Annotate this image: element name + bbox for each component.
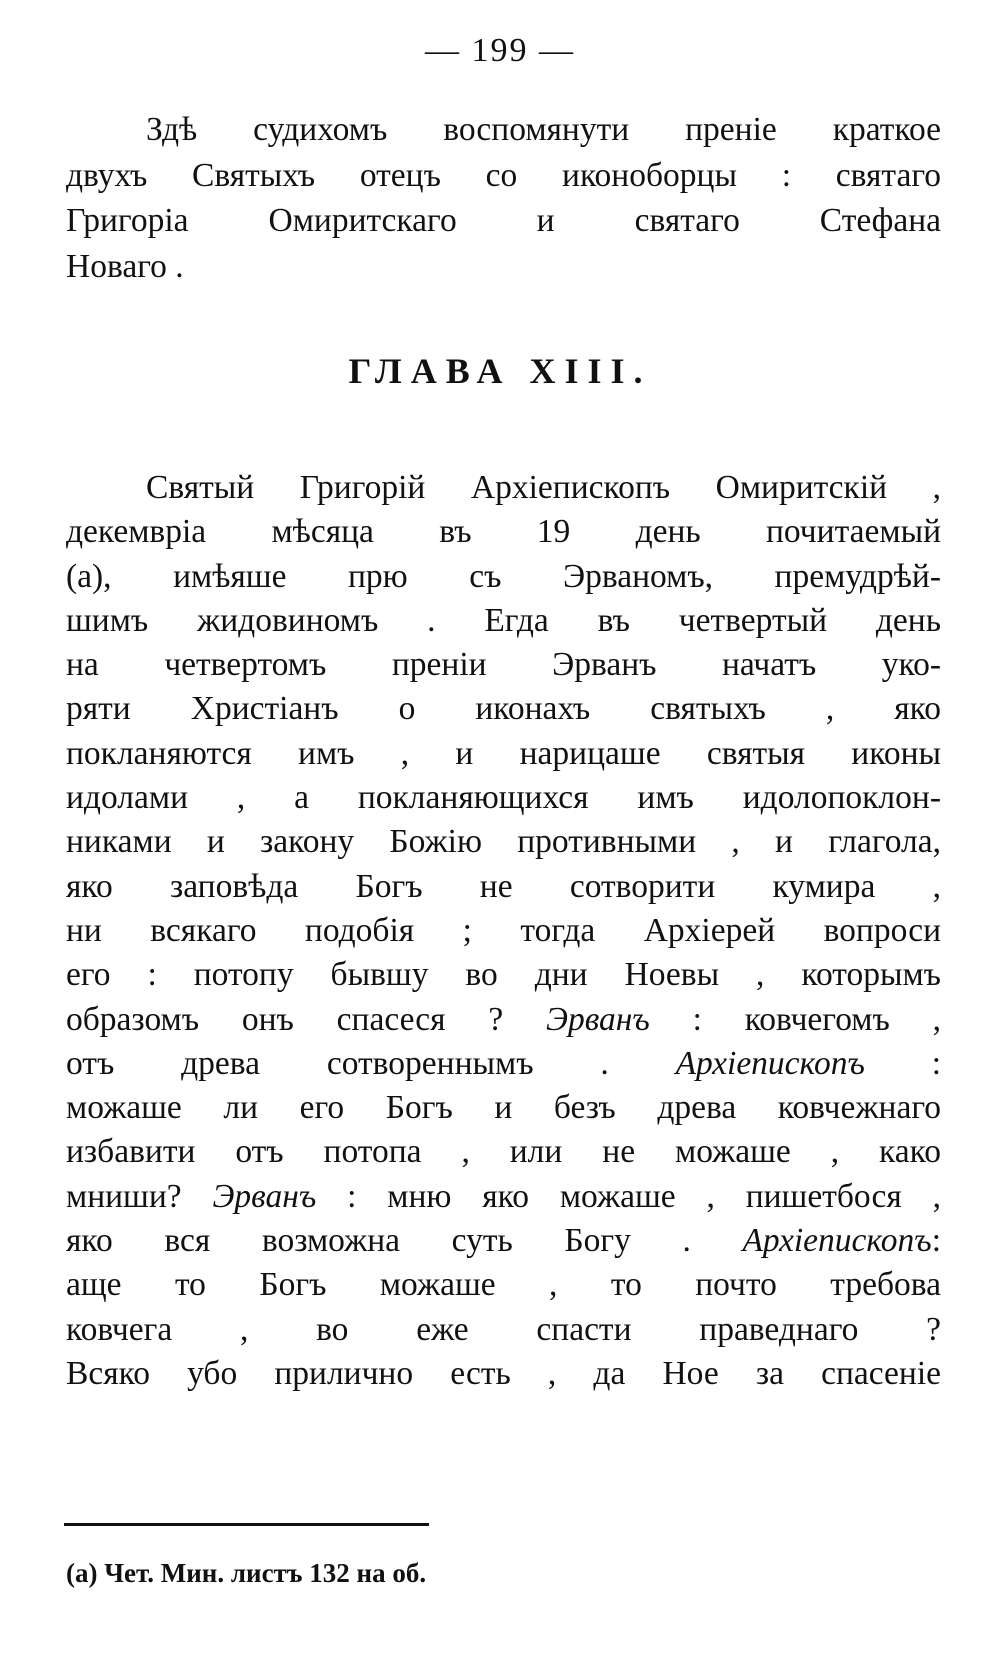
intro-paragraph <box>66 107 941 289</box>
text-line <box>66 1042 941 1086</box>
text-segment: на четвертомъ преніи Эрванъ начатъ уко- <box>66 646 941 684</box>
text-line <box>66 510 941 554</box>
speaker-name: Эрванъ <box>546 1000 650 1038</box>
text-line: Здѣ судихомъ воспомянути преніе краткое <box>146 111 941 148</box>
speaker-name: Архіепископъ <box>675 1044 865 1082</box>
text-segment: : <box>931 1222 941 1260</box>
speaker-name: Эрванъ <box>212 1177 317 1215</box>
text-line <box>66 1175 941 1219</box>
text-line <box>66 776 941 820</box>
footnote: (а) Чет. Мин. листъ 132 на об. <box>66 1558 427 1588</box>
body-paragraph <box>66 466 941 1396</box>
text-segment: декемвріа мѣсяца въ 19 день почитаемый <box>66 513 941 551</box>
text-line <box>66 909 941 953</box>
text-line: Новаго . <box>66 247 184 285</box>
text-line <box>66 1130 941 1174</box>
text-line <box>66 555 941 599</box>
text-segment: ковчега , во еже спасти праведнаго ? <box>66 1310 941 1348</box>
text-segment: избавити отъ потопа , или не можаше , како <box>66 1133 941 1171</box>
text-segment: яко заповѣда Богъ не сотворити кумира , <box>66 867 941 905</box>
text-segment: : <box>864 1044 941 1082</box>
text-segment: (а), имѣяше прю съ Эрваномъ, премудрѣй- <box>66 557 941 595</box>
text-segment: Святый Григорій Архіепископъ Омиритскій , <box>146 469 941 506</box>
text-segment: яко вся возможна суть Богу . <box>66 1222 743 1260</box>
text-line <box>66 1219 941 1263</box>
text-line <box>66 865 941 909</box>
text-line <box>66 1352 941 1396</box>
text-line <box>66 1308 941 1352</box>
text-line <box>66 1086 941 1130</box>
text-segment: никами и закону Божію противными , и глагола, <box>66 823 941 861</box>
text-segment: образомъ онъ спасеся ? <box>66 1000 547 1038</box>
text-line <box>66 687 941 731</box>
text-line <box>66 732 941 776</box>
text-segment: ряти Христіанъ о иконахъ святыхъ , яко <box>66 690 941 728</box>
text-line <box>66 1263 941 1307</box>
text-line <box>66 643 941 687</box>
text-line: Григоріа Омиритскаго и святаго Стефана <box>66 202 941 239</box>
chapter-heading: ГЛАВА XIII. <box>348 351 652 391</box>
text-segment: можаше ли его Богъ и безъ древа ковчежнаго <box>66 1089 941 1127</box>
text-line <box>66 998 941 1042</box>
text-line <box>66 953 941 997</box>
page-number: — 199 — <box>425 32 575 69</box>
text-segment: аще то Богъ можаше , то почто требова <box>66 1266 941 1304</box>
text-line <box>66 820 941 864</box>
text-segment: отъ древа сотвореннымъ . <box>66 1044 676 1082</box>
text-segment: Всяко убо прилично есть , да Ное за спасеніе <box>66 1354 941 1392</box>
text-segment: : ковчегомъ , <box>649 1000 941 1038</box>
speaker-name: Архіепископъ <box>742 1222 932 1260</box>
text-segment: его : потопу бывшу во дни Ноевы , которымъ <box>66 956 941 994</box>
text-line <box>66 466 941 510</box>
text-segment: ни всякаго подобія ; тогда Архіерей вопроси <box>66 911 941 949</box>
text-segment: идолами , а покланяющихся имъ идолопоклон- <box>66 779 941 817</box>
text-line: двухъ Святыхъ отецъ со иконоборцы : святаго <box>66 156 941 194</box>
text-segment: мниши? <box>66 1177 213 1215</box>
text-segment: шимъ жидовиномъ . Егда въ четвертый день <box>66 601 941 639</box>
text-segment: покланяются имъ , и нарицаше святыя иконы <box>66 734 941 772</box>
footnote-divider <box>64 1523 429 1526</box>
text-line <box>66 599 941 643</box>
text-segment: : мню яко можаше , пишетбося , <box>316 1177 941 1215</box>
